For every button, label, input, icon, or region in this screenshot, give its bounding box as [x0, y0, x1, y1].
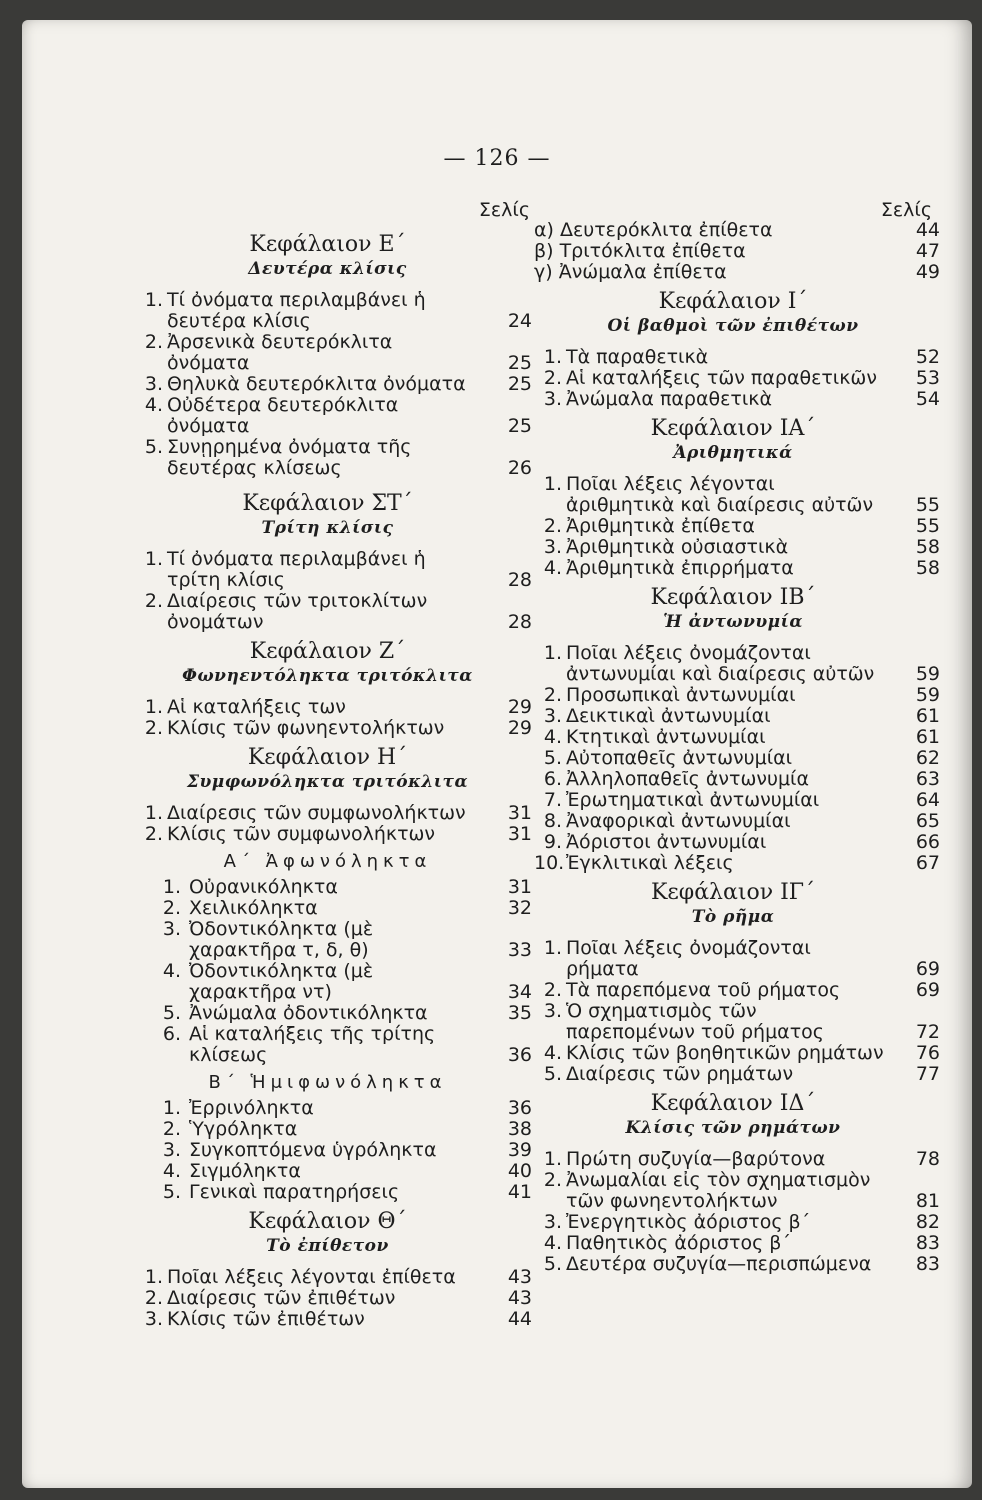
entry-text: Αὐτοπαθεῖς ἀντωνυμίαι	[566, 747, 793, 769]
entry-page: 43	[507, 1287, 532, 1309]
entry-number: 5.	[162, 1002, 181, 1024]
entry-page: 43	[507, 1266, 532, 1288]
toc-entry	[534, 1148, 940, 1170]
chapter-subtitle: Κλίσις τῶν ρημάτων	[625, 1118, 841, 1138]
entry-page: 29	[507, 696, 532, 718]
entry-text: Κλίσις τῶν φωνηεντολήκτων	[167, 717, 445, 739]
chapter-subtitle: Φωνηεντόληκτα τριτόκλιτα	[182, 666, 473, 686]
toc-entry	[534, 1063, 940, 1085]
toc-entry	[534, 852, 940, 874]
toc-left-column	[135, 199, 532, 1330]
entry-text: Προσωπικαὶ ἀντωνυμίαι	[566, 684, 796, 706]
entry-text: Ἀλληλοπαθεῖς ἀντωνυμία	[566, 768, 810, 790]
toc-entry	[534, 261, 940, 283]
entry-text: Ὁ σχηματισμὸς τῶν παρεπομένων τοῦ ρήματος	[566, 1000, 824, 1043]
entry-page: 78	[915, 1148, 940, 1170]
entry-number: 4.	[144, 394, 163, 416]
toc-entry	[534, 979, 940, 1001]
entry-page: 25	[507, 373, 532, 395]
toc-entry	[135, 897, 532, 919]
entry-page: 62	[915, 747, 940, 769]
toc-entry	[135, 1097, 532, 1119]
entry-page: 44	[507, 1308, 532, 1330]
toc-entry	[534, 642, 940, 685]
entry-text: Αἱ καταλήξεις τῆς τρίτης κλίσεως	[189, 1023, 436, 1066]
entry-number: 10.	[534, 852, 565, 874]
toc-entry	[534, 684, 940, 706]
chapter-subtitle: Ἀριθμητικά	[673, 443, 793, 463]
toc-entry	[534, 219, 940, 241]
entry-text: Ἀριθμητικὰ οὐσιαστικὰ	[566, 536, 789, 558]
toc-entry	[534, 1000, 940, 1043]
entry-text: Διαίρεσις τῶν ἐπιθέτων	[167, 1287, 396, 1309]
entry-number: 7.	[543, 789, 562, 811]
chapter-ig	[534, 880, 940, 1085]
entry-number: 5.	[543, 747, 562, 769]
entry-number: 1.	[144, 289, 163, 311]
entry-page: 24	[507, 310, 532, 332]
entry-page: 52	[915, 346, 940, 368]
entry-text: Κτητικαὶ ἀντωνυμίαι	[566, 726, 766, 748]
sel-label: Σελίς	[880, 199, 932, 221]
chapter-subtitle: Οἱ βαθμοὶ τῶν ἐπιθέτων	[607, 316, 859, 336]
toc-entry	[534, 557, 940, 579]
entry-page: 31	[507, 876, 532, 898]
entry-text: Ἀρσενικὰ δευτερόκλιτα ὀνόματα	[167, 331, 393, 374]
toc-entry	[135, 1287, 532, 1309]
entry-number: 5.	[162, 1181, 181, 1203]
entry-number: 2.	[144, 331, 163, 353]
entry-number: 4.	[543, 1042, 562, 1064]
page-number: — 126 —	[443, 146, 551, 171]
entry-page: 64	[915, 789, 940, 811]
toc-entry	[135, 823, 532, 845]
toc-entry	[135, 590, 532, 633]
entry-number: 3.	[543, 1211, 562, 1233]
entry-text: Ἐγκλιτικαὶ λέξεις	[566, 852, 734, 874]
toc-entry	[135, 289, 532, 332]
entry-page: 65	[915, 810, 940, 832]
toc-entry	[135, 1266, 532, 1288]
entry-page: 55	[915, 494, 940, 516]
entry-text: Διαίρεσις τῶν ρημάτων	[566, 1063, 794, 1085]
entry-number: 3.	[144, 373, 163, 395]
toc-entry	[534, 768, 940, 790]
entry-text: Ἐρρινόληκτα	[189, 1097, 314, 1119]
entry-text: Δεικτικαὶ ἀντωνυμίαι	[566, 705, 771, 727]
entry-page: 33	[507, 939, 532, 961]
entry-page: 69	[915, 958, 940, 980]
toc-entry	[534, 367, 940, 389]
entry-number: 3.	[162, 918, 181, 940]
sel-label: Σελίς	[478, 199, 530, 221]
entry-number: 2.	[162, 897, 181, 919]
entry-text: Ποῖαι λέξεις λέγονται ἀριθμητικὰ καὶ διαίρεσις αὐτῶν	[566, 473, 874, 516]
toc-right-column	[534, 199, 940, 1275]
entry-text: Κλίσις τῶν ἐπιθέτων	[167, 1308, 365, 1330]
entry-text: Ἀνωμαλίαι εἰς τὸν σχηματισμὸν τῶν φωνηεντολήκτων	[566, 1169, 871, 1212]
toc-entry	[135, 373, 532, 395]
entry-text: Συνῃρημένα ὀνόματα τῆς δευτέρας κλίσεως	[167, 436, 412, 479]
entry-page: 66	[915, 831, 940, 853]
toc-entry	[135, 696, 532, 718]
entry-page: 83	[915, 1232, 940, 1254]
toc-entry	[534, 937, 940, 980]
entry-text: β) Τριτόκλιτα ἐπίθετα	[534, 240, 746, 262]
chapter-title: Κεφάλαιον Θ΄	[248, 1209, 407, 1234]
toc-entry	[534, 726, 940, 748]
entry-text: Συγκοπτόμενα ὑγρόληκτα	[189, 1139, 437, 1161]
toc-entry	[534, 831, 940, 853]
entry-text: Παθητικὸς ἀόριστος β΄	[566, 1232, 791, 1254]
entry-number: 1.	[144, 1266, 163, 1288]
entry-page: 81	[915, 1190, 940, 1212]
chapter-th	[135, 1209, 532, 1330]
chapter-title: Κεφάλαιον Ε΄	[249, 232, 406, 257]
entry-page: 77	[915, 1063, 940, 1085]
toc-entry	[534, 473, 940, 516]
toc-entry	[534, 1232, 940, 1254]
entry-page: 41	[507, 1181, 532, 1203]
entry-text: Κλίσις τῶν βοηθητικῶν ρημάτων	[566, 1042, 884, 1064]
entry-page: 82	[915, 1211, 940, 1233]
chapter-z	[135, 639, 532, 739]
entry-text: Διαίρεσις τῶν τριτοκλίτων ὀνομάτων	[167, 590, 428, 633]
entry-number: 6.	[162, 1023, 181, 1045]
entry-text: Ἀριθμητικὰ ἐπιρρήματα	[566, 557, 794, 579]
entry-number: 1.	[543, 642, 562, 664]
toc-entry	[534, 515, 940, 537]
book-page	[22, 20, 972, 1488]
toc-entry	[534, 536, 940, 558]
entry-text: Τί ὀνόματα περιλαμβάνει ἡ δευτέρα κλίσις	[167, 289, 426, 332]
chapter-subtitle: Συμφωνόληκτα τριτόκλιτα	[186, 772, 469, 792]
chapter-title: Κεφάλαιον Ζ΄	[249, 639, 406, 664]
entry-page: 83	[915, 1253, 940, 1275]
entry-number: 3.	[543, 705, 562, 727]
toc-entry	[135, 1002, 532, 1024]
section-heading: Β΄ Ἡμιφωνόληκτα	[208, 1072, 447, 1093]
toc-entry	[135, 331, 532, 374]
entry-text: Σιγμόληκτα	[189, 1160, 301, 1182]
chapter-h	[135, 745, 532, 1203]
entry-page: 28	[507, 569, 532, 591]
chapter-subtitle: Τὸ ἐπίθετον	[266, 1236, 389, 1256]
entry-text: γ) Ἀνώμαλα ἐπίθετα	[534, 261, 727, 283]
entry-page: 35	[507, 1002, 532, 1024]
entry-text: Κλίσις τῶν συμφωνολήκτων	[167, 823, 436, 845]
chapter-e	[135, 232, 532, 479]
entry-page: 69	[915, 979, 940, 1001]
toc-entry	[135, 876, 532, 898]
entry-number: 1.	[543, 473, 562, 495]
entry-number: 2.	[543, 979, 562, 1001]
entry-number: 2.	[543, 1169, 562, 1191]
toc-entry	[534, 388, 940, 410]
entry-text: Θηλυκὰ δευτερόκλιτα ὀνόματα	[167, 373, 466, 395]
entry-text: Αἱ καταλήξεις τῶν παραθετικῶν	[566, 367, 877, 389]
entry-number: 3.	[543, 1000, 562, 1022]
entry-number: 2.	[144, 1287, 163, 1309]
entry-text: Ὑγρόληκτα	[189, 1118, 298, 1140]
entry-text: Ὀδοντικόληκτα (μὲ χαρακτῆρα τ, δ, θ)	[189, 918, 374, 961]
chapter-i	[534, 289, 940, 410]
toc-entry	[135, 1118, 532, 1140]
toc-entry	[135, 1308, 532, 1330]
entry-number: 6.	[543, 768, 562, 790]
toc-entry	[135, 717, 532, 739]
entry-text: Ὀδοντικόληκτα (μὲ χαρακτῆρα ντ)	[189, 960, 374, 1003]
entry-page: 31	[507, 823, 532, 845]
entry-text: Ἀνώμαλα ὀδοντικόληκτα	[189, 1002, 428, 1024]
entry-page: 59	[915, 684, 940, 706]
entry-text: Ποῖαι λέξεις ὀνομάζονται ρήματα	[566, 937, 811, 980]
entry-page: 49	[915, 261, 940, 283]
entry-page: 61	[915, 705, 940, 727]
entry-page: 29	[507, 717, 532, 739]
toc-entry	[534, 1211, 940, 1233]
entry-number: 4.	[543, 1232, 562, 1254]
toc-entry	[135, 1139, 532, 1161]
toc-entry	[534, 705, 940, 727]
chapter-subtitle: Δευτέρα κλίσις	[248, 259, 407, 279]
entry-number: 2.	[162, 1118, 181, 1140]
toc-entry	[135, 960, 532, 1003]
entry-number: 1.	[144, 802, 163, 824]
adjective-subitems	[534, 219, 940, 283]
entry-text: Πρώτη συζυγία—βαρύτονα	[566, 1148, 826, 1170]
chapter-title: Κεφάλαιον ΙΔ΄	[650, 1091, 816, 1116]
entry-number: 4.	[543, 557, 562, 579]
entry-number: 1.	[162, 876, 181, 898]
entry-number: 3.	[144, 1308, 163, 1330]
toc-entry	[135, 1160, 532, 1182]
entry-number: 4.	[162, 1160, 181, 1182]
chapter-title: Κεφάλαιον ΙΒ΄	[650, 585, 816, 610]
entry-number: 1.	[543, 346, 562, 368]
entry-number: 2.	[543, 367, 562, 389]
toc-entry	[534, 789, 940, 811]
entry-text: Αἱ καταλήξεις των	[167, 696, 346, 718]
entry-page: 72	[915, 1021, 940, 1043]
entry-page: 44	[915, 219, 940, 241]
entry-number: 3.	[543, 388, 562, 410]
entry-number: 2.	[543, 684, 562, 706]
entry-text: Χειλικόληκτα	[189, 897, 318, 919]
toc-entry	[135, 394, 532, 437]
entry-text: Ἐνεργητικὸς ἀόριστος β΄	[566, 1211, 811, 1233]
chapter-subtitle: Τρίτη κλίσις	[261, 518, 394, 538]
entry-text: α) Δευτερόκλιτα ἐπίθετα	[534, 219, 773, 241]
entry-page: 40	[507, 1160, 532, 1182]
toc-entry	[135, 548, 532, 591]
entry-text: Τὰ παρεπόμενα τοῦ ρήματος	[566, 979, 841, 1001]
entry-number: 1.	[543, 937, 562, 959]
entry-text: Ποῖαι λέξεις λέγονται ἐπίθετα	[167, 1266, 456, 1288]
toc-entry	[534, 240, 940, 262]
entry-text: Οὐρανικόληκτα	[189, 876, 338, 898]
entry-page: 55	[915, 515, 940, 537]
entry-page: 36	[507, 1044, 532, 1066]
entry-number: 2.	[144, 717, 163, 739]
toc-entry	[135, 918, 532, 961]
entry-number: 4.	[543, 726, 562, 748]
entry-page: 39	[507, 1139, 532, 1161]
entry-text: Ποῖαι λέξεις ὀνομάζονται ἀντωνυμίαι καὶ διαίρεσις αὐτῶν	[566, 642, 875, 685]
entry-text: Ἀνώμαλα παραθετικὰ	[566, 388, 772, 410]
chapter-id	[534, 1091, 940, 1275]
toc-entry	[135, 1023, 532, 1066]
entry-text: Δευτέρα συζυγία—περισπώμενα	[566, 1253, 872, 1275]
entry-page: 28	[507, 611, 532, 633]
chapter-title: Κεφάλαιον ΙΓ΄	[650, 880, 816, 905]
toc-entry	[534, 747, 940, 769]
entry-number: 8.	[543, 810, 562, 832]
entry-text: Γενικαὶ παρατηρήσεις	[189, 1181, 400, 1203]
toc-entry	[534, 1042, 940, 1064]
chapter-title: Κεφάλαιον ΣΤ΄	[242, 491, 413, 516]
toc-entry	[135, 1181, 532, 1203]
chapter-subtitle: Ἡ ἀντωνυμία	[663, 612, 803, 632]
entry-page: 58	[915, 557, 940, 579]
chapter-subtitle: Τὸ ρῆμα	[691, 907, 775, 927]
entry-page: 67	[915, 852, 940, 874]
entry-number: 5.	[543, 1253, 562, 1275]
toc-entry	[534, 346, 940, 368]
toc-entry	[534, 1253, 940, 1275]
entry-number: 5.	[543, 1063, 562, 1085]
entry-number: 9.	[543, 831, 562, 853]
entry-number: 1.	[144, 696, 163, 718]
entry-page: 26	[507, 457, 532, 479]
entry-number: 1.	[144, 548, 163, 570]
entry-page: 63	[915, 768, 940, 790]
chapter-st	[135, 491, 532, 633]
entry-text: Ἐρωτηματικαὶ ἀντωνυμίαι	[566, 789, 820, 811]
entry-page: 38	[507, 1118, 532, 1140]
entry-number: 2.	[144, 590, 163, 612]
entry-text: Ἀόριστοι ἀντωνυμίαι	[566, 831, 767, 853]
entry-page: 25	[507, 352, 532, 374]
entry-page: 59	[915, 663, 940, 685]
entry-page: 25	[507, 415, 532, 437]
chapter-title: Κεφάλαιον Η΄	[247, 745, 408, 770]
entry-text: Διαίρεσις τῶν συμφωνολήκτων	[167, 802, 466, 824]
chapter-ib	[534, 585, 940, 874]
entry-page: 61	[915, 726, 940, 748]
entry-page: 34	[507, 981, 532, 1003]
entry-text: Οὐδέτερα δευτερόκλιτα ὀνόματα	[167, 394, 399, 437]
entry-text: Τί ὀνόματα περιλαμβάνει ἡ τρίτη κλίσις	[167, 548, 426, 591]
entry-text: Ἀναφορικαὶ ἀντωνυμίαι	[566, 810, 791, 832]
entry-number: 3.	[162, 1139, 181, 1161]
entry-number: 5.	[144, 436, 163, 458]
entry-page: 36	[507, 1097, 532, 1119]
entry-number: 2.	[543, 515, 562, 537]
entry-number: 2.	[144, 823, 163, 845]
page-column-header	[135, 199, 530, 226]
entry-page: 32	[507, 897, 532, 919]
entry-page: 31	[507, 802, 532, 824]
chapter-title: Κεφάλαιον Ι΄	[658, 289, 808, 314]
entry-page: 53	[915, 367, 940, 389]
section-heading: Α΄ Ἀφωνόληκτα	[223, 851, 432, 872]
entry-page: 76	[915, 1042, 940, 1064]
toc-entry	[135, 802, 532, 824]
chapter-ia	[534, 416, 940, 579]
toc-entry	[534, 810, 940, 832]
entry-page: 58	[915, 536, 940, 558]
toc-entry	[534, 1169, 940, 1212]
entry-text: Ἀριθμητικὰ ἐπίθετα	[566, 515, 755, 537]
entry-number: 4.	[162, 960, 181, 982]
entry-text: Τὰ παραθετικὰ	[566, 346, 709, 368]
entry-page: 47	[915, 240, 940, 262]
entry-number: 1.	[543, 1148, 562, 1170]
toc-entry	[135, 436, 532, 479]
entry-page: 54	[915, 388, 940, 410]
entry-number: 1.	[162, 1097, 181, 1119]
chapter-title: Κεφάλαιον ΙΑ΄	[650, 416, 816, 441]
entry-number: 3.	[543, 536, 562, 558]
